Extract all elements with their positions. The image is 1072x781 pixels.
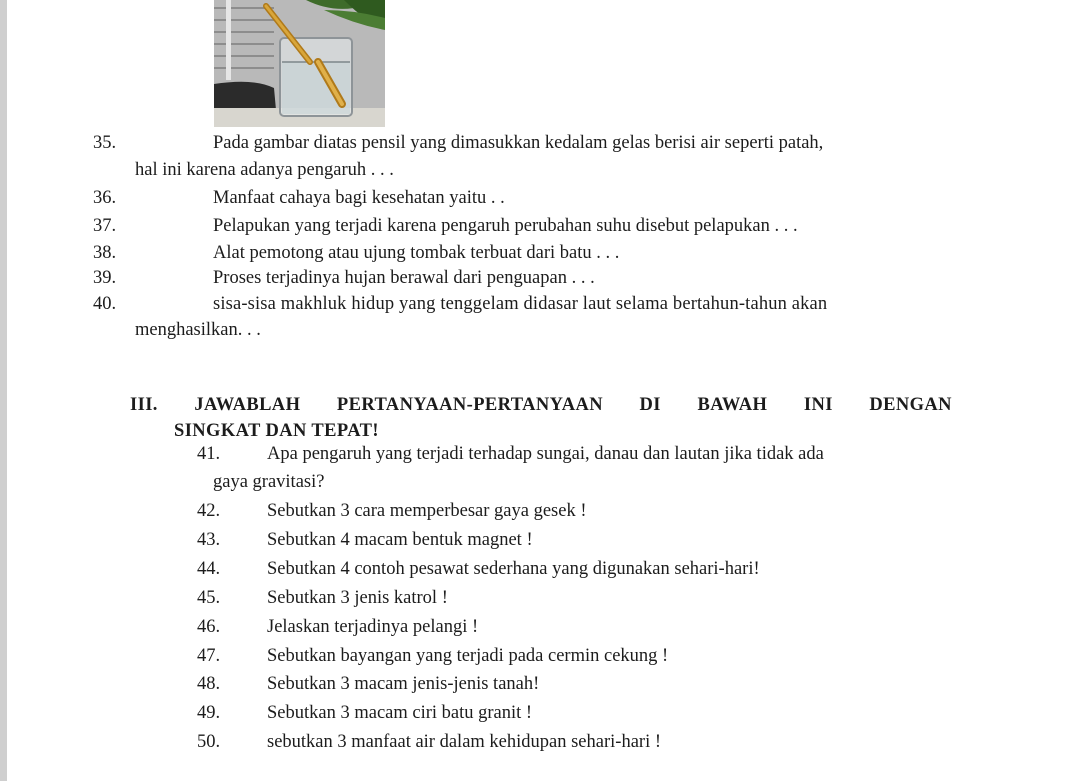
question-number: 48.	[197, 674, 221, 694]
question-number: 38.	[93, 243, 117, 263]
question-text: Apa pengaruh yang terjadi terhadap sungai, danau dan lautan jika tidak ada	[267, 444, 824, 464]
heading-word: DI	[639, 395, 661, 415]
heading-word: BAWAH	[697, 395, 768, 415]
question-number: 41.	[197, 444, 221, 464]
heading-word: INI	[803, 395, 833, 415]
question-text: Sebutkan 3 macam ciri batu granit !	[267, 703, 533, 723]
question-text: Jelaskan terjadinya pelangi !	[267, 617, 479, 637]
question-text: Sebutkan 4 macam bentuk magnet !	[267, 530, 533, 550]
question-text: Proses terjadinya hujan berawal dari penguapan . . .	[213, 268, 595, 288]
question-number: 49.	[197, 703, 221, 723]
question-number: 46.	[197, 617, 221, 637]
question-text: Alat pemotong atau ujung tombak terbuat dari batu . . .	[213, 243, 620, 263]
question-40-continuation: menghasilkan. . .	[135, 320, 261, 340]
question-number: 35.	[93, 133, 117, 153]
question-text: Sebutkan 4 contoh pesawat sederhana yang digunakan sehari-hari!	[267, 559, 760, 579]
page-edge	[0, 0, 7, 781]
heading-word: PERTANYAAN-PERTANYAAN	[336, 395, 604, 415]
question-number: 37.	[93, 216, 117, 236]
question-number: 36.	[93, 188, 117, 208]
question-41-continuation: gaya gravitasi?	[213, 472, 325, 492]
pencil-in-water-glass-photo	[214, 0, 385, 127]
section-heading	[130, 393, 952, 417]
question-number: 42.	[197, 501, 221, 521]
question-number: 40.	[93, 294, 117, 314]
question-number: 47.	[197, 646, 221, 666]
question-text: Pelapukan yang terjadi karena pengaruh perubahan suhu disebut pelapukan . . .	[213, 216, 798, 236]
question-35-continuation: hal ini karena adanya pengaruh . . .	[135, 160, 394, 180]
question-text: Pada gambar diatas pensil yang dimasukkan kedalam gelas berisi air seperti patah,	[213, 133, 824, 153]
question-number: 43.	[197, 530, 221, 550]
question-text: sisa-sisa makhluk hidup yang tenggelam didasar laut selama bertahun-tahun akan	[213, 294, 828, 314]
question-number: 45.	[197, 588, 221, 608]
question-text: Sebutkan 3 jenis katrol !	[267, 588, 448, 608]
heading-word: JAWABLAH	[194, 395, 301, 415]
question-text: Sebutkan 3 macam jenis-jenis tanah!	[267, 674, 540, 694]
question-text: Sebutkan 3 cara memperbesar gaya gesek !	[267, 501, 587, 521]
heading-word: DENGAN	[869, 395, 952, 415]
question-number: 44.	[197, 559, 221, 579]
question-number: 39.	[93, 268, 117, 288]
question-text: Sebutkan bayangan yang terjadi pada cermin cekung !	[267, 646, 669, 666]
question-number: 50.	[197, 732, 221, 752]
heading-word: III.	[130, 395, 158, 415]
section-heading-continuation: SINGKAT DAN TEPAT!	[174, 421, 379, 441]
question-text: sebutkan 3 manfaat air dalam kehidupan sehari-hari !	[267, 732, 661, 752]
question-text: Manfaat cahaya bagi kesehatan yaitu . .	[213, 188, 505, 208]
